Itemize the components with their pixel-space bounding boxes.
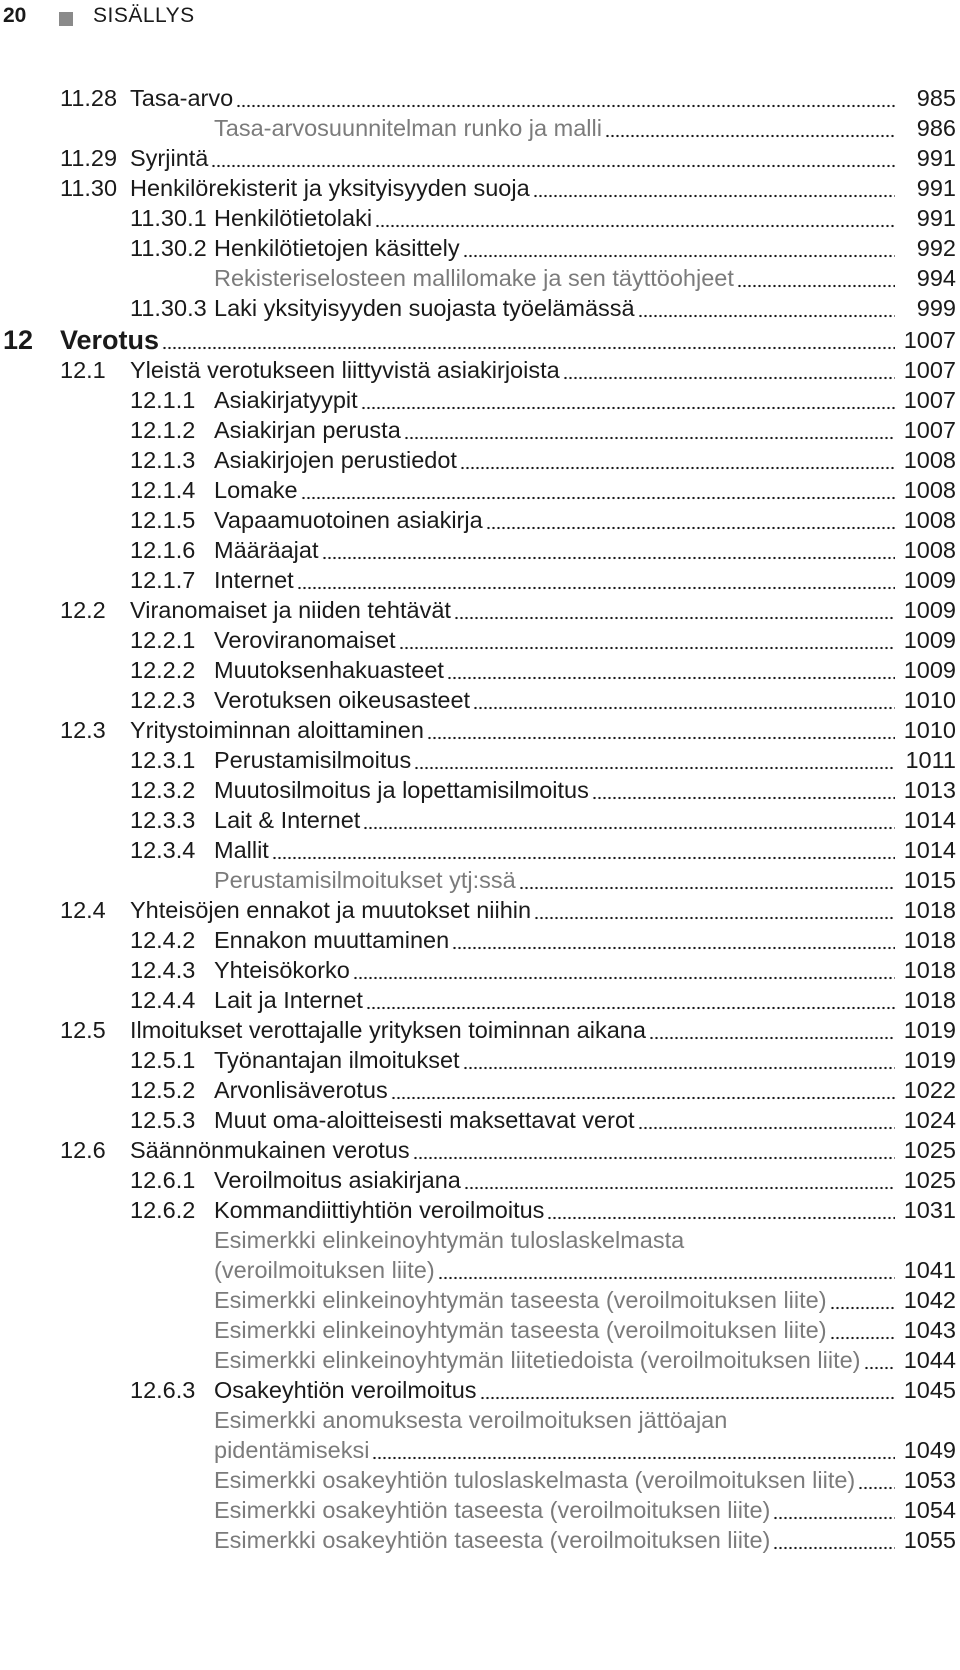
- toc-entry-title: Muutosilmoitus ja lopettamisilmoitus: [214, 777, 589, 803]
- toc-entry-page: 1043: [903, 1317, 956, 1343]
- toc-entry-page: 1054: [903, 1497, 956, 1523]
- dot-leader: [463, 1044, 895, 1076]
- toc-entry[interactable]: [0, 744, 960, 776]
- toc-entry-page: 1018: [903, 927, 956, 953]
- toc-entry-page: 1025: [903, 1137, 956, 1163]
- dot-leader: [533, 172, 895, 204]
- dot-leader: [830, 1284, 895, 1316]
- toc-entry-number: 11.30.3: [130, 295, 207, 321]
- toc-entry[interactable]: [0, 202, 960, 234]
- toc-entry-page: 1008: [903, 477, 956, 503]
- toc-entry-number: 12.3: [60, 717, 106, 743]
- dot-leader: [737, 262, 895, 294]
- toc-entry[interactable]: [0, 444, 960, 476]
- toc-entry-number: 12.5: [60, 1017, 106, 1043]
- toc-entry-title: Asiakirjatyypit: [214, 387, 358, 413]
- dot-leader: [486, 504, 895, 536]
- toc-entry[interactable]: [0, 142, 960, 174]
- toc-entry-title: Mallit: [214, 837, 269, 863]
- toc-entry-page: 1055: [903, 1527, 956, 1553]
- toc-entry-page: 1007: [903, 417, 956, 443]
- toc-entry-page: 1013: [903, 777, 956, 803]
- toc-entry[interactable]: [0, 292, 960, 324]
- toc-entry-number: 12.1.5: [130, 507, 196, 533]
- toc-entry-number: 12.6.3: [130, 1377, 196, 1403]
- toc-entry-page: 1009: [903, 597, 956, 623]
- toc-entry-number: 12.6.2: [130, 1197, 196, 1223]
- toc-entry-number: 12.2.3: [130, 687, 196, 713]
- toc-entry[interactable]: [0, 534, 960, 566]
- toc-entry-title: Työnantajan ilmoitukset: [214, 1047, 460, 1073]
- dot-leader: [322, 534, 896, 566]
- dot-leader: [366, 984, 895, 1016]
- toc-entry-title: Lait & Internet: [214, 807, 361, 833]
- toc-entry-number: 12.3.2: [130, 777, 196, 803]
- toc-entry-page: 1049: [903, 1437, 956, 1463]
- toc-entry-page: 1007: [903, 387, 956, 413]
- toc-entry[interactable]: [0, 834, 960, 866]
- toc-entry-title: Ennakon muuttaminen: [214, 927, 450, 953]
- toc-entry[interactable]: [0, 1344, 960, 1376]
- toc-entry-number: 11.30.2: [130, 235, 207, 261]
- dot-leader: [414, 744, 895, 776]
- toc-entry[interactable]: [0, 82, 960, 114]
- toc-entry[interactable]: [0, 804, 960, 836]
- toc-entry[interactable]: [0, 1014, 960, 1046]
- toc-entry-page: 1009: [903, 567, 956, 593]
- toc-entry-title: Lait ja Internet: [214, 987, 363, 1013]
- toc-entry[interactable]: [0, 894, 960, 926]
- toc-entry[interactable]: [0, 774, 960, 806]
- toc-entry-number: 12.5.2: [130, 1077, 196, 1103]
- toc-entry[interactable]: [0, 474, 960, 506]
- dot-leader: [830, 1314, 895, 1346]
- toc-entry-title: Yritystoiminnan aloittaminen: [130, 717, 424, 743]
- toc-entry-number: 12.3.1: [130, 747, 196, 773]
- toc-entry[interactable]: [0, 1464, 960, 1496]
- page-number: 20: [3, 4, 27, 27]
- toc-entry-title: Internet: [214, 567, 294, 593]
- toc-entry-number: 12.5.3: [130, 1107, 196, 1133]
- toc-entry-page: 986: [916, 115, 956, 141]
- toc-entry-title: Henkilörekisterit ja yksityisyyden suoja: [130, 175, 530, 201]
- toc-entry-number: 12.1.2: [130, 417, 196, 443]
- toc-entry-title: Rekisteriselosteen mallilomake ja sen täyttöohjeet: [214, 265, 734, 291]
- dot-leader: [211, 142, 895, 174]
- toc-entry-title: Esimerkki osakeyhtiön taseesta (veroilmoituksen liite): [214, 1527, 771, 1553]
- toc-entry-title: Yhteisöjen ennakot ja muutokset niihin: [130, 897, 532, 923]
- dot-leader: [563, 354, 895, 386]
- toc-entry-number: 12: [3, 325, 34, 355]
- toc-entry-page: 1008: [903, 507, 956, 533]
- toc-entry-number: 12.1.7: [130, 567, 196, 593]
- toc-entry-page: 1022: [903, 1077, 956, 1103]
- toc-entry-title: Tasa-arvo: [130, 85, 234, 111]
- toc-entry-title: Esimerkki elinkeinoyhtymän tuloslaskelmasta: [214, 1227, 685, 1253]
- toc-entry-page: 992: [916, 235, 956, 261]
- toc-entry-title: Henkilötietojen käsittely: [214, 235, 460, 261]
- toc-entry[interactable]: [0, 984, 960, 1016]
- toc-entry-title: Perustamisilmoitukset ytj:ssä: [214, 867, 516, 893]
- dot-leader: [297, 564, 895, 596]
- dot-leader: [460, 444, 895, 476]
- toc-entry-number: 12.6: [60, 1137, 106, 1163]
- dot-leader: [480, 1374, 895, 1406]
- toc-entry[interactable]: [0, 414, 960, 446]
- toc-entry[interactable]: [0, 1104, 960, 1136]
- toc-entry-title: Muutoksenhakuasteet: [214, 657, 444, 683]
- toc-entry[interactable]: [0, 1494, 960, 1526]
- dot-leader: [773, 1494, 895, 1526]
- toc-entry-page: 1019: [903, 1017, 956, 1043]
- toc-entry-number: 12.2: [60, 597, 106, 623]
- toc-entry-title: Viranomaiset ja niiden tehtävät: [130, 597, 451, 623]
- toc-entry-page: 1011: [905, 747, 956, 773]
- dot-leader: [427, 714, 895, 746]
- toc-entry-number: 11.28: [60, 85, 118, 111]
- toc-entry-number: 11.30: [60, 175, 118, 201]
- dot-leader: [773, 1524, 895, 1556]
- toc-entry-page: 1025: [903, 1167, 956, 1193]
- toc-entry-title: Vapaamuotoinen asiakirja: [214, 507, 483, 533]
- toc-entry-title: Esimerkki elinkeinoyhtymän taseesta (veroilmoituksen liite): [214, 1317, 827, 1343]
- toc-entry-title: Veroilmoitus asiakirjana: [214, 1167, 461, 1193]
- toc-entry-page: 1014: [903, 807, 956, 833]
- dot-leader: [372, 1434, 895, 1466]
- toc-entry-title: Asiakirjojen perustiedot: [214, 447, 457, 473]
- toc-entry-page: 991: [916, 205, 956, 231]
- toc-entry[interactable]: [0, 1284, 960, 1316]
- toc-entry[interactable]: [0, 1374, 960, 1406]
- dot-leader: [858, 1464, 895, 1496]
- toc-entry-title: Esimerkki elinkeinoyhtymän taseesta (veroilmoituksen liite): [214, 1287, 827, 1313]
- toc-entry-title: pidentämiseksi: [214, 1437, 370, 1463]
- dot-leader: [534, 894, 895, 926]
- toc-entry-number: 12.4.4: [130, 987, 196, 1013]
- dot-leader: [363, 804, 895, 836]
- toc-entry[interactable]: [0, 594, 960, 626]
- section-title: SISÄLLYS: [93, 4, 195, 27]
- toc-entry-page: 1045: [903, 1377, 956, 1403]
- toc-entry-number: 12.3.3: [130, 807, 196, 833]
- dot-leader: [547, 1194, 895, 1226]
- toc-entry-page: 1041: [903, 1257, 956, 1283]
- toc-entry-title: Muut oma-aloitteisesti maksettavat verot: [214, 1107, 635, 1133]
- toc-entry-number: 11.30.1: [130, 205, 207, 231]
- toc-entry-number: 12.2.1: [130, 627, 196, 653]
- toc-entry-page: 1044: [903, 1347, 956, 1373]
- toc-entry[interactable]: [0, 954, 960, 986]
- toc-entry-page: 1008: [903, 537, 956, 563]
- toc-entry[interactable]: [0, 1164, 960, 1196]
- toc-entry-number: 12.1.3: [130, 447, 196, 473]
- toc-entry[interactable]: [0, 112, 960, 144]
- toc-entry-page: 985: [916, 85, 956, 111]
- toc-entry-page: 1031: [903, 1197, 956, 1223]
- toc-entry[interactable]: [0, 354, 960, 386]
- toc-entry-title: Osakeyhtiön veroilmoitus: [214, 1377, 477, 1403]
- toc-entry-number: 12.1.4: [130, 477, 196, 503]
- dot-leader: [519, 864, 895, 896]
- toc-entry-title: Tasa-arvosuunnitelman runko ja malli: [214, 115, 602, 141]
- toc-entry-number: 12.3.4: [130, 837, 196, 863]
- toc-entry[interactable]: [0, 1194, 960, 1226]
- toc-entry-title: (veroilmoituksen liite): [214, 1257, 435, 1283]
- toc-entry[interactable]: [0, 232, 960, 264]
- toc-entry-number: 12.4.3: [130, 957, 196, 983]
- toc-entry-title: Arvonlisäverotus: [214, 1077, 388, 1103]
- toc-entry[interactable]: [0, 864, 960, 896]
- toc-entry-number: 12.4.2: [130, 927, 196, 953]
- toc-entry-title: Yleistä verotukseen liittyvistä asiakirjoista: [130, 357, 560, 383]
- toc-entry[interactable]: [0, 172, 960, 204]
- toc-entry[interactable]: [0, 324, 960, 356]
- toc-entry-title: Lomake: [214, 477, 298, 503]
- dot-leader: [638, 1104, 895, 1136]
- toc-entry-number: 11.29: [60, 145, 118, 171]
- toc-entry-title: Kommandiittiyhtiön veroilmoitus: [214, 1197, 545, 1223]
- toc-entry-title: Ilmoitukset verottajalle yrityksen toiminnan aikana: [130, 1017, 646, 1043]
- toc-entry-title: Esimerkki osakeyhtiön tuloslaskelmasta (veroilmoituksen liite): [214, 1467, 856, 1493]
- toc-entry-title: Veroviranomaiset: [214, 627, 396, 653]
- dot-leader: [272, 834, 895, 866]
- toc-entry[interactable]: [0, 1044, 960, 1076]
- toc-entry-page: 1018: [903, 897, 956, 923]
- toc-entry-number: 12.6.1: [130, 1167, 196, 1193]
- toc-entry-title: Verotus: [60, 325, 160, 355]
- toc-entry-page: 994: [916, 265, 956, 291]
- toc-entry-page: 1015: [903, 867, 956, 893]
- page-header: [0, 0, 960, 36]
- dot-leader: [605, 112, 895, 144]
- dot-leader: [375, 202, 895, 234]
- dot-leader: [592, 774, 895, 806]
- toc-entry-page: 991: [916, 175, 956, 201]
- toc-entry-page: 991: [916, 145, 956, 171]
- dot-leader: [438, 1254, 895, 1286]
- toc-entry[interactable]: [0, 1134, 960, 1166]
- toc-entry-title: Syrjintä: [130, 145, 209, 171]
- toc-entry-page: 1014: [903, 837, 956, 863]
- dot-leader: [413, 1134, 895, 1166]
- toc-entry-page: 1010: [903, 687, 956, 713]
- toc-entry-title: Asiakirjan perusta: [214, 417, 401, 443]
- dot-leader: [473, 684, 895, 716]
- toc-entry[interactable]: [0, 504, 960, 536]
- dot-leader: [236, 82, 895, 114]
- toc-entry[interactable]: [0, 1314, 960, 1346]
- toc-entry-title: Esimerkki anomuksesta veroilmoituksen jättöajan: [214, 1407, 728, 1433]
- toc-entry-title: Yhteisökorko: [214, 957, 350, 983]
- toc-entry-page: 1009: [903, 627, 956, 653]
- toc-entry[interactable]: [0, 1434, 960, 1466]
- toc-entry[interactable]: [0, 1074, 960, 1106]
- dot-leader: [638, 292, 895, 324]
- dot-leader: [649, 1014, 895, 1046]
- toc-entry-number: 12.5.1: [130, 1047, 196, 1073]
- toc-entry-page: 1042: [903, 1287, 956, 1313]
- toc-entry-page: 1053: [903, 1467, 956, 1493]
- toc-entry-title: Verotuksen oikeusasteet: [214, 687, 471, 713]
- dot-leader: [463, 232, 895, 264]
- toc-entry[interactable]: [0, 624, 960, 656]
- dot-leader: [454, 594, 895, 626]
- toc-entry-title: Määräajat: [214, 537, 319, 563]
- toc-entry[interactable]: [0, 1404, 960, 1436]
- toc-entry[interactable]: [0, 714, 960, 746]
- toc-entry-page: 1007: [903, 327, 956, 353]
- toc-entry-number: 12.1: [60, 357, 106, 383]
- dot-leader: [864, 1344, 896, 1376]
- toc-entry-number: 12.2.2: [130, 657, 196, 683]
- toc-entry[interactable]: [0, 1524, 960, 1556]
- toc-entry[interactable]: [0, 654, 960, 686]
- toc-entry[interactable]: [0, 684, 960, 716]
- toc-entry[interactable]: [0, 262, 960, 294]
- toc-entry-number: 12.1.1: [130, 387, 196, 413]
- dot-leader: [464, 1164, 895, 1196]
- dot-leader: [301, 474, 895, 506]
- toc-entry-title: Perustamisilmoitus: [214, 747, 412, 773]
- toc-entry-page: 1008: [903, 447, 956, 473]
- toc-entry-number: 12.1.6: [130, 537, 196, 563]
- toc-entry-title: Laki yksityisyyden suojasta työelämässä: [214, 295, 635, 321]
- toc-entry-page: 1018: [903, 957, 956, 983]
- toc-entry-page: 1018: [903, 987, 956, 1013]
- square-bullet-icon: [59, 12, 73, 26]
- toc-entry-page: 999: [916, 295, 956, 321]
- dot-leader: [391, 1074, 895, 1106]
- toc-entry[interactable]: [0, 924, 960, 956]
- toc-entry-title: Säännönmukainen verotus: [130, 1137, 410, 1163]
- toc-entry-page: 1010: [903, 717, 956, 743]
- toc-entry-title: Henkilötietolaki: [214, 205, 373, 231]
- dot-leader: [162, 324, 895, 356]
- toc-entry-title: Esimerkki osakeyhtiön taseesta (veroilmoituksen liite): [214, 1497, 771, 1523]
- toc-entry[interactable]: [0, 1224, 960, 1256]
- toc-entry-number: 12.4: [60, 897, 106, 923]
- toc-entry-page: 1024: [903, 1107, 956, 1133]
- toc-entry[interactable]: [0, 384, 960, 416]
- toc-entry[interactable]: [0, 1254, 960, 1286]
- toc-entry[interactable]: [0, 564, 960, 596]
- dot-leader: [404, 414, 895, 446]
- dot-leader: [447, 654, 895, 686]
- toc-entry-page: 1019: [903, 1047, 956, 1073]
- dot-leader: [399, 624, 895, 656]
- toc-entry-page: 1007: [903, 357, 956, 383]
- dot-leader: [353, 954, 895, 986]
- toc-entry-title: Esimerkki elinkeinoyhtymän liitetiedoista (veroilmoituksen liite): [214, 1347, 861, 1373]
- dot-leader: [452, 924, 895, 956]
- toc-entry-page: 1009: [903, 657, 956, 683]
- dot-leader: [361, 384, 895, 416]
